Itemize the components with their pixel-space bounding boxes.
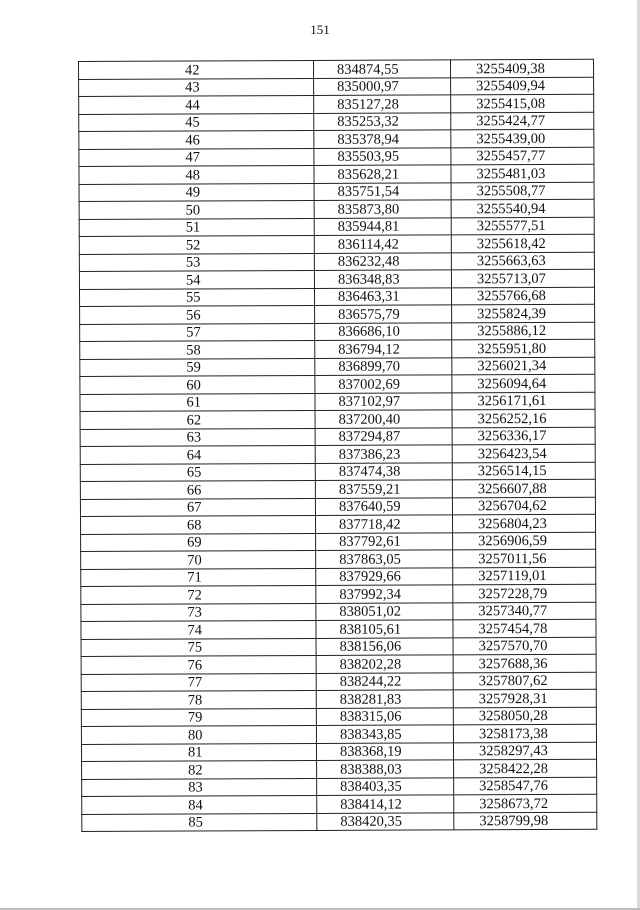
y-coordinate-cell: 3255457,77 — [451, 147, 594, 165]
table-row — [81, 549, 596, 569]
y-coordinate-cell: 3256804,23 — [452, 514, 595, 532]
coordinates-table-body — [79, 59, 597, 831]
y-coordinate-cell: 3257928,31 — [453, 689, 596, 707]
x-coordinate-cell: 838368,19 — [316, 742, 453, 760]
y-coordinate-cell: 3258673,72 — [454, 794, 597, 812]
x-coordinate-cell: 836232,48 — [314, 252, 451, 270]
point-number-cell: 49 — [79, 183, 314, 202]
y-coordinate-cell: 3258547,76 — [454, 777, 597, 795]
table-row — [80, 427, 595, 447]
y-coordinate-cell: 3257119,01 — [453, 567, 596, 585]
x-coordinate-cell: 837718,42 — [315, 515, 452, 533]
y-coordinate-cell: 3255439,00 — [451, 129, 594, 147]
x-coordinate-cell: 837559,21 — [315, 480, 452, 498]
point-number-cell: 79 — [81, 708, 316, 727]
y-coordinate-cell: 3255713,07 — [451, 269, 594, 287]
y-coordinate-cell: 3258422,28 — [454, 759, 597, 777]
x-coordinate-cell: 835378,94 — [314, 130, 451, 148]
point-number-cell: 77 — [81, 673, 316, 692]
y-coordinate-cell: 3255508,77 — [451, 182, 594, 200]
y-coordinate-cell: 3256336,17 — [452, 427, 595, 445]
table-row — [82, 794, 597, 814]
y-coordinate-cell: 3258050,28 — [453, 707, 596, 725]
point-number-cell: 76 — [81, 655, 316, 674]
x-coordinate-cell: 838281,83 — [316, 690, 453, 708]
point-number-cell: 47 — [79, 148, 314, 167]
table-row — [81, 602, 596, 622]
point-number-cell: 56 — [80, 305, 315, 324]
y-coordinate-cell: 3256021,34 — [452, 357, 595, 375]
point-number-cell: 69 — [81, 533, 316, 552]
point-number-cell: 57 — [80, 323, 315, 342]
y-coordinate-cell: 3257570,70 — [453, 637, 596, 655]
table-row — [80, 462, 595, 482]
x-coordinate-cell: 838343,85 — [316, 725, 453, 743]
table-row — [79, 287, 594, 307]
y-coordinate-cell: 3256607,88 — [452, 479, 595, 497]
y-coordinate-cell: 3255886,12 — [452, 322, 595, 340]
point-number-cell: 60 — [80, 375, 315, 394]
x-coordinate-cell: 835873,80 — [314, 200, 451, 218]
point-number-cell: 71 — [81, 568, 316, 587]
y-coordinate-cell: 3255540,94 — [451, 199, 594, 217]
y-coordinate-cell: 3257454,78 — [453, 619, 596, 637]
x-coordinate-cell: 835503,95 — [314, 147, 451, 165]
table-row — [80, 479, 595, 499]
y-coordinate-cell: 3256094,64 — [452, 374, 595, 392]
point-number-cell: 51 — [79, 218, 314, 237]
y-coordinate-cell: 3255409,38 — [450, 59, 593, 77]
y-coordinate-cell: 3255424,77 — [451, 112, 594, 130]
y-coordinate-cell: 3255766,68 — [451, 287, 594, 305]
y-coordinate-cell: 3255824,39 — [452, 304, 595, 322]
x-coordinate-cell: 838156,06 — [316, 637, 453, 655]
y-coordinate-cell: 3255415,08 — [451, 94, 594, 112]
table-row — [81, 724, 596, 744]
y-coordinate-cell: 3255951,80 — [452, 339, 595, 357]
table-row — [81, 584, 596, 604]
x-coordinate-cell: 835751,54 — [314, 182, 451, 200]
x-coordinate-cell: 837792,61 — [316, 532, 453, 550]
table-row — [79, 199, 594, 219]
point-number-cell: 80 — [81, 725, 316, 744]
x-coordinate-cell: 837200,40 — [315, 410, 452, 428]
coordinates-table — [78, 59, 597, 832]
point-number-cell: 68 — [80, 515, 315, 534]
point-number-cell: 65 — [80, 463, 315, 482]
y-coordinate-cell: 3255577,51 — [451, 217, 594, 235]
point-number-cell: 73 — [81, 603, 316, 622]
y-coordinate-cell: 3257340,77 — [453, 602, 596, 620]
point-number-cell: 67 — [80, 498, 315, 517]
table-row — [82, 759, 597, 779]
x-coordinate-cell: 835944,81 — [314, 217, 451, 235]
x-coordinate-cell: 838420,35 — [317, 812, 454, 830]
y-coordinate-cell: 3256704,62 — [452, 497, 595, 515]
table-row — [80, 392, 595, 412]
point-number-cell: 54 — [79, 270, 314, 289]
table-row — [79, 217, 594, 237]
x-coordinate-cell: 836899,70 — [315, 357, 452, 375]
point-number-cell: 46 — [79, 130, 314, 149]
table-row — [79, 129, 594, 149]
x-coordinate-cell: 838315,06 — [316, 707, 453, 725]
point-number-cell: 81 — [81, 743, 316, 762]
table-row — [81, 654, 596, 674]
x-coordinate-cell: 838244,22 — [316, 672, 453, 690]
table-row — [81, 532, 596, 552]
table-row — [81, 689, 596, 709]
y-coordinate-cell: 3257807,62 — [453, 672, 596, 690]
x-coordinate-cell: 836348,83 — [314, 270, 451, 288]
table-row — [80, 357, 595, 377]
x-coordinate-cell: 837640,59 — [315, 497, 452, 515]
point-number-cell: 70 — [81, 550, 316, 569]
x-coordinate-cell: 835127,28 — [314, 95, 451, 113]
y-coordinate-cell: 3255409,94 — [451, 77, 594, 95]
point-number-cell: 45 — [79, 113, 314, 132]
x-coordinate-cell: 837474,38 — [315, 462, 452, 480]
point-number-cell: 55 — [79, 288, 314, 307]
table-row — [82, 812, 597, 832]
x-coordinate-cell: 835628,21 — [314, 165, 451, 183]
y-coordinate-cell: 3256423,54 — [452, 444, 595, 462]
y-coordinate-cell: 3257228,79 — [453, 584, 596, 602]
table-row — [79, 77, 594, 97]
table-row — [80, 409, 595, 429]
point-number-cell: 74 — [81, 620, 316, 639]
table-row — [80, 497, 595, 517]
x-coordinate-cell: 836794,12 — [315, 340, 452, 358]
point-number-cell: 66 — [80, 480, 315, 499]
point-number-cell: 48 — [79, 165, 314, 184]
point-number-cell: 84 — [82, 795, 317, 814]
point-number-cell: 42 — [79, 60, 314, 79]
table-row — [79, 94, 594, 114]
point-number-cell: 64 — [80, 445, 315, 464]
x-coordinate-cell: 836686,10 — [315, 322, 452, 340]
table-row — [79, 234, 594, 254]
point-number-cell: 61 — [80, 393, 315, 412]
point-number-cell: 82 — [82, 760, 317, 779]
x-coordinate-cell: 837929,66 — [316, 567, 453, 585]
table-row — [81, 707, 596, 727]
page-number: 151 — [310, 22, 330, 37]
table-row — [81, 637, 596, 657]
table-row — [80, 514, 595, 534]
y-coordinate-cell: 3255663,63 — [451, 252, 594, 270]
y-coordinate-cell: 3258173,38 — [453, 724, 596, 742]
x-coordinate-cell: 835253,32 — [314, 112, 451, 130]
table-row — [79, 269, 594, 289]
y-coordinate-cell: 3255481,03 — [451, 164, 594, 182]
x-coordinate-cell: 834874,55 — [313, 60, 450, 78]
table-row — [79, 147, 594, 167]
x-coordinate-cell: 837863,05 — [316, 550, 453, 568]
y-coordinate-cell: 3256171,61 — [452, 392, 595, 410]
point-number-cell: 78 — [81, 690, 316, 709]
x-coordinate-cell: 837294,87 — [315, 427, 452, 445]
table-row — [79, 182, 594, 202]
x-coordinate-cell: 838202,28 — [316, 655, 453, 673]
x-coordinate-cell: 837102,97 — [315, 392, 452, 410]
y-coordinate-cell: 3257688,36 — [453, 654, 596, 672]
x-coordinate-cell: 838388,03 — [317, 760, 454, 778]
point-number-cell: 52 — [79, 235, 314, 254]
point-number-cell: 44 — [79, 95, 314, 114]
table-row — [79, 112, 594, 132]
table-row — [80, 304, 595, 324]
y-coordinate-cell: 3255618,42 — [451, 234, 594, 252]
table-row — [81, 672, 596, 692]
y-coordinate-cell: 3257011,56 — [453, 549, 596, 567]
x-coordinate-cell: 837386,23 — [315, 445, 452, 463]
table-row — [81, 567, 596, 587]
x-coordinate-cell: 838414,12 — [317, 795, 454, 813]
table-row — [80, 374, 595, 394]
x-coordinate-cell: 838403,35 — [317, 777, 454, 795]
point-number-cell: 83 — [82, 778, 317, 797]
point-number-cell: 43 — [79, 78, 314, 97]
point-number-cell: 63 — [80, 428, 315, 447]
table-row — [80, 444, 595, 464]
point-number-cell: 50 — [79, 200, 314, 219]
y-coordinate-cell: 3258799,98 — [454, 812, 597, 830]
table-row — [79, 59, 594, 79]
table-row — [79, 252, 594, 272]
table-row — [82, 777, 597, 797]
x-coordinate-cell: 837992,34 — [316, 585, 453, 603]
x-coordinate-cell: 836463,31 — [314, 287, 451, 305]
point-number-cell: 53 — [79, 253, 314, 272]
point-number-cell: 62 — [80, 410, 315, 429]
x-coordinate-cell: 835000,97 — [314, 77, 451, 95]
y-coordinate-cell: 3256252,16 — [452, 409, 595, 427]
point-number-cell: 59 — [80, 358, 315, 377]
point-number-cell: 58 — [80, 340, 315, 359]
table-row — [80, 322, 595, 342]
table-row — [79, 164, 594, 184]
x-coordinate-cell: 838105,61 — [316, 620, 453, 638]
point-number-cell: 72 — [81, 585, 316, 604]
point-number-cell: 75 — [81, 638, 316, 657]
table-row — [80, 339, 595, 359]
y-coordinate-cell: 3256514,15 — [452, 462, 595, 480]
x-coordinate-cell: 838051,02 — [316, 602, 453, 620]
y-coordinate-cell: 3256906,59 — [453, 532, 596, 550]
x-coordinate-cell: 836575,79 — [315, 305, 452, 323]
x-coordinate-cell: 836114,42 — [314, 235, 451, 253]
y-coordinate-cell: 3258297,43 — [453, 742, 596, 760]
point-number-cell: 85 — [82, 813, 317, 832]
x-coordinate-cell: 837002,69 — [315, 375, 452, 393]
table-row — [81, 742, 596, 762]
table-row — [81, 619, 596, 639]
